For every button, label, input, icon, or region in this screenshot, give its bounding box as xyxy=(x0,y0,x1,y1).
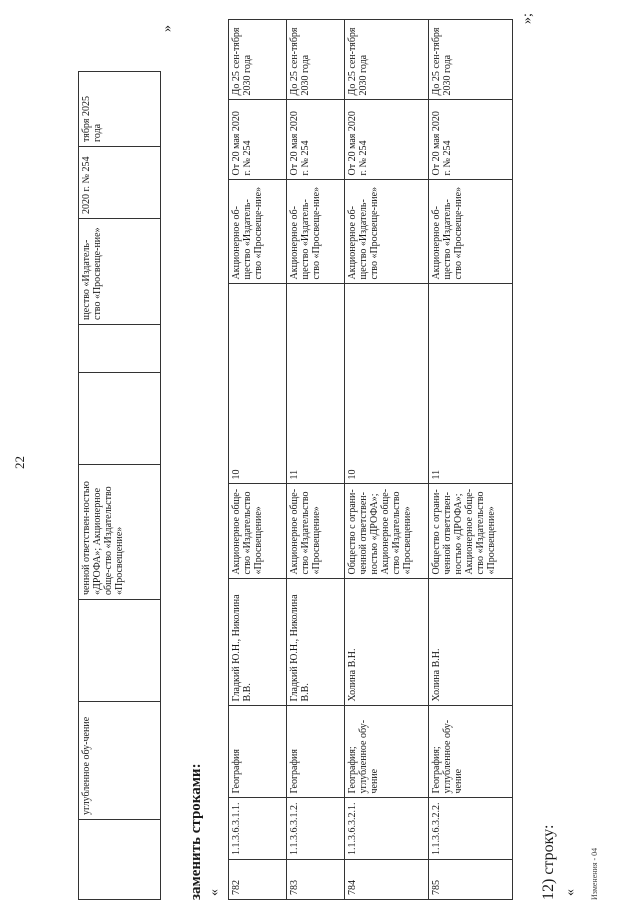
table-row xyxy=(229,20,287,900)
open-quote-1: « xyxy=(207,889,222,896)
top-cell-subject: углубленное обу-чение xyxy=(79,702,161,820)
cell-term: До 25 сен-тября 2030 года xyxy=(287,20,345,100)
replace-label: заменить строками: xyxy=(188,763,204,900)
cell-grade: 10 xyxy=(345,284,429,484)
cell-authors: Холина В.Н. xyxy=(429,579,513,706)
close-quote-2: »; xyxy=(520,13,535,24)
top-cell-authors xyxy=(79,600,161,702)
cell-subject: География xyxy=(229,706,287,798)
cell-term: До 25 сен-тября 2030 года xyxy=(229,20,287,100)
cell-publisher: Акционерное обще-ство «Издательство «Просвещение» xyxy=(229,484,287,579)
cell-order: От 20 мая 2020 г. № 254 xyxy=(345,100,429,180)
cell-grade: 10 xyxy=(229,284,287,484)
cell-rights-holder: Акционерное об-щество «Издатель-ство «Просвеще-ние» xyxy=(229,180,287,284)
top-table xyxy=(78,71,161,900)
cell-subject: География xyxy=(287,706,345,798)
open-quote-2: « xyxy=(563,889,578,896)
cell-rights-holder: Акционерное об-щество «Издатель-ство «Просвеще-ние» xyxy=(429,180,513,284)
cell-code: 1.1.3.6.3.2.2. xyxy=(429,798,513,860)
cell-publisher: Общество с ограни-ченной ответствен-ностью «ДРОФА»; Акционерное обще-ство «Издательство «Просвещение» xyxy=(429,484,513,579)
cell-code: 1.1.3.6.3.1.2. xyxy=(287,798,345,860)
top-cell-grade xyxy=(79,325,161,373)
cell-term: До 25 сен-тября 2030 года xyxy=(345,20,429,100)
item-label: 12) строку: xyxy=(540,824,557,900)
cell-publisher: Акционерное обще-ство «Издательство «Просвещение» xyxy=(287,484,345,579)
table-row xyxy=(429,20,513,900)
cell-subject: География; углубленное обу-чение xyxy=(345,706,429,798)
cell-code: 1.1.3.6.3.2.1. xyxy=(345,798,429,860)
cell-publisher: Общество с ограни-ченной ответствен-ностью «ДРОФА»; Акционерное обще-ство «Издательство «Просвещение» xyxy=(345,484,429,579)
top-cell-empty xyxy=(79,373,161,465)
cell-authors: Гладкий Ю.Н., Николина В.В. xyxy=(287,579,345,706)
cell-authors: Гладкий Ю.Н., Николина В.В. xyxy=(229,579,287,706)
close-quote-1: » xyxy=(160,25,175,32)
cell-code: 1.1.3.6.3.1.1. xyxy=(229,798,287,860)
top-cell-term: тября 2025 года xyxy=(79,72,161,147)
cell-authors: Холина В.Н. xyxy=(345,579,429,706)
cell-number: 785 xyxy=(429,860,513,900)
page-number: 22 xyxy=(12,456,27,469)
cell-number: 784 xyxy=(345,860,429,900)
cell-term: До 25 сен-тября 2030 года xyxy=(429,20,513,100)
cell-order: От 20 мая 2020 г. № 254 xyxy=(287,100,345,180)
cell-grade: 11 xyxy=(429,284,513,484)
cell-number: 783 xyxy=(287,860,345,900)
cell-rights-holder: Акционерное об-щество «Издатель-ство «Просвеще-ние» xyxy=(345,180,429,284)
top-cell-number xyxy=(79,820,161,900)
top-cell-order: 2020 г. № 254 xyxy=(79,147,161,219)
top-cell-rights-holder: щество «Издатель-ство «Просвеще-ние» xyxy=(79,219,161,325)
cell-order: От 20 мая 2020 г. № 254 xyxy=(429,100,513,180)
cell-grade: 11 xyxy=(287,284,345,484)
main-table xyxy=(228,20,513,901)
cell-order: От 20 мая 2020 г. № 254 xyxy=(229,100,287,180)
table-row xyxy=(345,20,429,900)
cell-number: 782 xyxy=(229,860,287,900)
table-row xyxy=(287,20,345,900)
footer: Изменения - 04 xyxy=(590,847,599,900)
cell-rights-holder: Акционерное об-щество «Издатель-ство «Просвеще-ние» xyxy=(287,180,345,284)
cell-subject: География; углубленное обу-чение xyxy=(429,706,513,798)
top-cell-publisher: ченной ответствен-ностью «ДРОФА»; Акционерное обще-ство «Издательство «Просвещение» xyxy=(79,465,161,600)
